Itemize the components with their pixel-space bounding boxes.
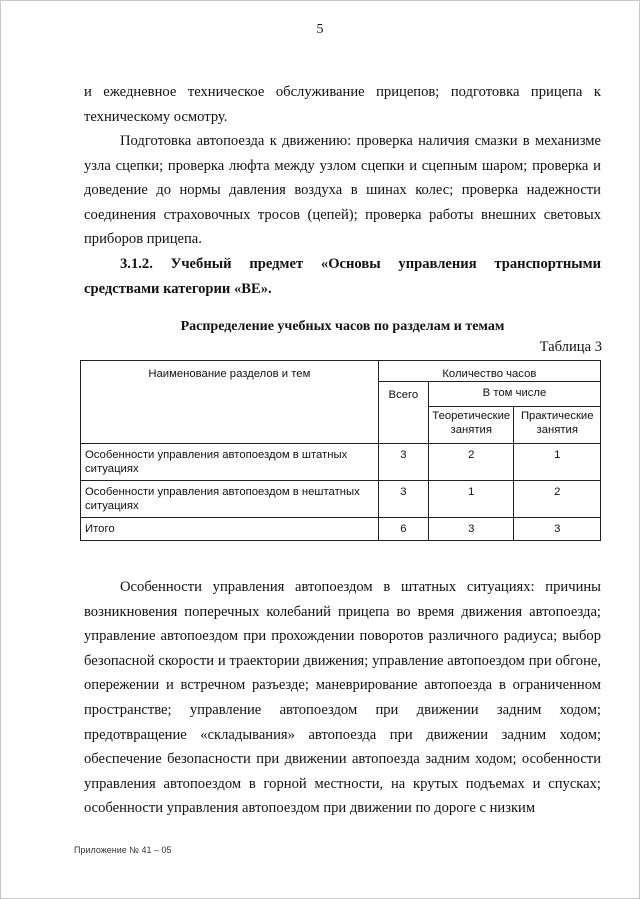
row-practice: 1 — [514, 444, 601, 481]
header-theory: Теоретические занятия — [428, 407, 513, 444]
row-practice: 3 — [514, 518, 601, 541]
row-theory: 1 — [428, 481, 513, 518]
row-total: 3 — [378, 444, 428, 481]
row-name: Особенности управления автопоездом в штатных ситуациях — [81, 444, 379, 481]
row-name: Итого — [81, 518, 379, 541]
paragraph-3: Особенности управления автопоездом в штатных ситуациях: причины возникновения поперечных колебаний прицепа во время движения автопоезда; управление автопоездом при прохождении поворотов различного радиуса; выбор безопасной скорости и траектории движения; управление автопоездом при обгоне, опережении и встречном разъезде; маневрирование автопоезда в ограниченном пространстве; управление автопоездом при движении задним ходом; предотвращение «складывания» автопоезда при движении задним ходом; обеспечение безопасности при движении автопоезда задним ходом; особенности управления автопоездом в горной местности, на крутых подъемах и спусках; особенности управления автопоездом при движении по дороге с низким — [84, 579, 601, 817]
table-title: Распределение учебных часов по разделам и темам — [180, 319, 505, 334]
table-row-total — [81, 518, 601, 541]
row-total: 3 — [378, 481, 428, 518]
table-label: Таблица 3 — [539, 339, 602, 355]
row-total: 6 — [378, 518, 428, 541]
footer-note: Приложение № 41 – 05 — [74, 845, 172, 855]
hours-distribution-table — [80, 360, 601, 541]
header-quantity: Количество часов — [378, 361, 600, 382]
table-row — [81, 481, 601, 518]
section-heading: 3.1.2. Учебный предмет «Основы управления транспортными средствами категории «ВЕ». — [84, 256, 601, 297]
table-row — [81, 444, 601, 481]
paragraph-2: Подготовка автопоезда к движению: проверка наличия смазки в механизме узла сцепки; проверка люфта между узлом сцепки и сцепным шаром; проверка и доведение до нормы давления воздуха в шинах колес; проверка надежности соединения страховочных тросов (цепей); проверка работы внешних световых приборов прицепа. — [84, 133, 601, 247]
row-theory: 3 — [428, 518, 513, 541]
page-number: 5 — [316, 22, 324, 37]
row-theory: 2 — [428, 444, 513, 481]
row-name: Особенности управления автопоездом в нештатных ситуациях — [81, 481, 379, 518]
row-practice: 2 — [514, 481, 601, 518]
header-practice: Практические занятия — [514, 407, 601, 444]
header-including: В том числе — [428, 382, 600, 407]
header-total: Всего — [378, 382, 428, 444]
paragraph-1: и ежедневное техническое обслуживание прицепов; подготовка прицепа к техническому осмотру. — [84, 84, 601, 125]
header-name: Наименование разделов и тем — [81, 361, 379, 444]
